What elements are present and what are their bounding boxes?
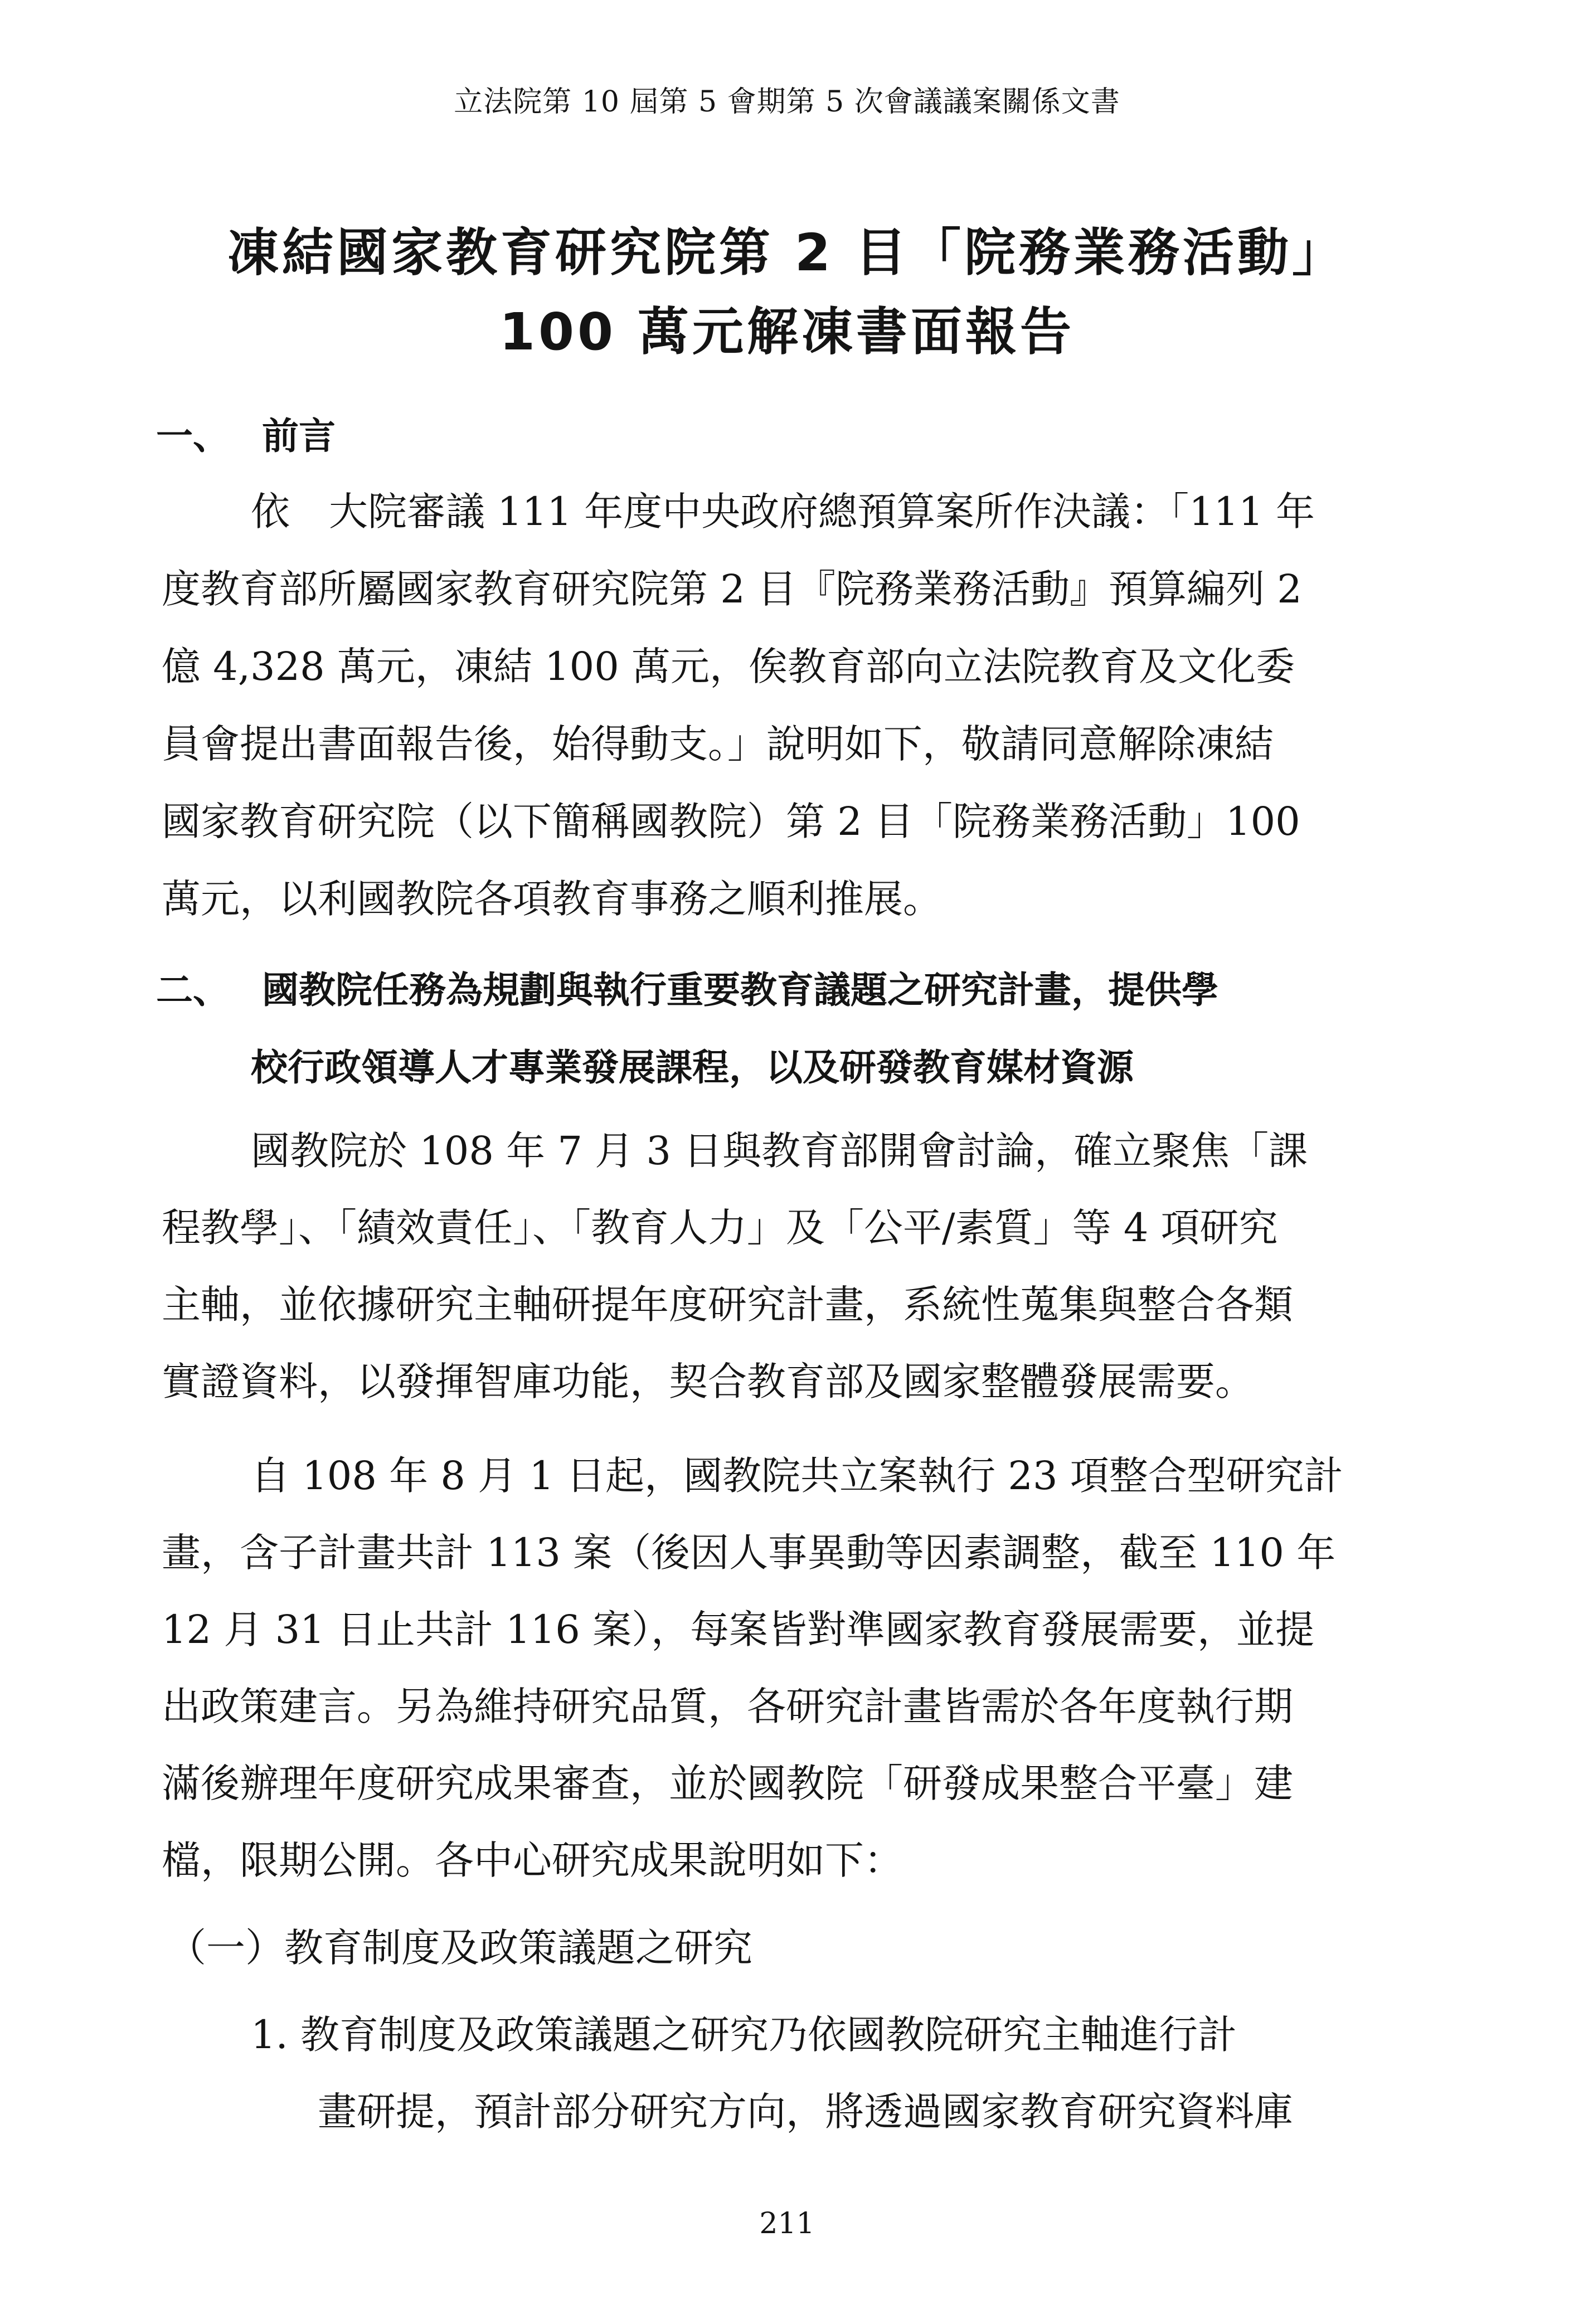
section-2-para-1-line: 實證資料，以發揮智庫功能，契合教育部及國家整體發展需要。: [162, 1359, 1254, 1404]
section-2-para-2-line: 自 108 年 8 月 1 日起，國教院共立案執行 23 項整合型研究計: [251, 1453, 1343, 1499]
running-header: 立法院第 10 屆第 5 會期第 5 次會議議案關係文書: [454, 85, 1120, 119]
section-1-line: 依 大院審議 111 年度中央政府總預算案所作決議：「111 年: [251, 489, 1315, 534]
section-1-line: 萬元，以利國教院各項教育事務之順利推展。: [162, 876, 942, 922]
subsection-1-item-1-line: 1. 教育制度及政策議題之研究乃依國教院研究主軸進行計: [251, 2012, 1237, 2058]
section-2-title-line-2: 校行政領導人才專業發展課程，以及研發教育媒材資源: [251, 1046, 1134, 1089]
section-2-para-1-line: 國教院於 108 年 7 月 3 日與教育部開會討論，確立聚焦「課: [251, 1128, 1308, 1174]
section-1-line: 億 4,328 萬元，凍結 100 萬元，俟教育部向立法院教育及文化委: [162, 644, 1295, 689]
section-1-line: 員會提出書面報告後，始得動支。」說明如下，敬請同意解除凍結: [162, 721, 1274, 767]
section-2-title-line-1: 國教院任務為規劃與執行重要教育議題之研究計畫，提供學: [262, 969, 1218, 1012]
section-1-heading: [156, 415, 336, 458]
section-1-line: 度教育部所屬國家教育研究院第 2 目『院務業務活動』預算編列 2: [162, 566, 1302, 612]
section-1-line: 國家教育研究院（以下簡稱國教院）第 2 目「院務業務活動」100: [162, 799, 1300, 844]
section-2-para-2-line: 畫，含子計畫共計 113 案（後因人事異動等因素調整，截至 110 年: [162, 1530, 1336, 1576]
section-2-para-2-line: 出政策建言。另為維持研究品質，各研究計畫皆需於各年度執行期: [162, 1684, 1293, 1729]
document-title-line-1: 凍結國家教育研究院第 2 目「院務業務活動」: [227, 223, 1347, 283]
subsection-1-heading: （一）教育制度及政策議題之研究: [167, 1925, 752, 1971]
section-2-heading: [156, 969, 1218, 1012]
section-2-number: 二、: [156, 969, 230, 1012]
section-1-title: 前言: [262, 415, 336, 458]
document-title-line-2: 100 萬元解凍書面報告: [499, 302, 1075, 362]
section-2-para-2-line: 12 月 31 日止共計 116 案），每案皆對準國家教育發展需要，並提: [162, 1607, 1315, 1652]
section-2-para-1-line: 程教學」、「績效責任」、「教育人力」及「公平/素質」等 4 項研究: [162, 1205, 1278, 1251]
section-2-para-2-line: 滿後辦理年度研究成果審查，並於國教院「研發成果整合平臺」建: [162, 1761, 1293, 1806]
page-number: 211: [759, 2207, 815, 2240]
subsection-1-item-1-line: 畫研提，預計部分研究方向，將透過國家教育研究資料庫: [318, 2089, 1293, 2135]
section-2-para-2-line: 檔，限期公開。各中心研究成果說明如下：: [162, 1837, 903, 1883]
section-1-number: 一、: [156, 415, 230, 458]
section-2-para-1-line: 主軸，並依據研究主軸研提年度研究計畫，系統性蒐集與整合各類: [162, 1282, 1293, 1328]
